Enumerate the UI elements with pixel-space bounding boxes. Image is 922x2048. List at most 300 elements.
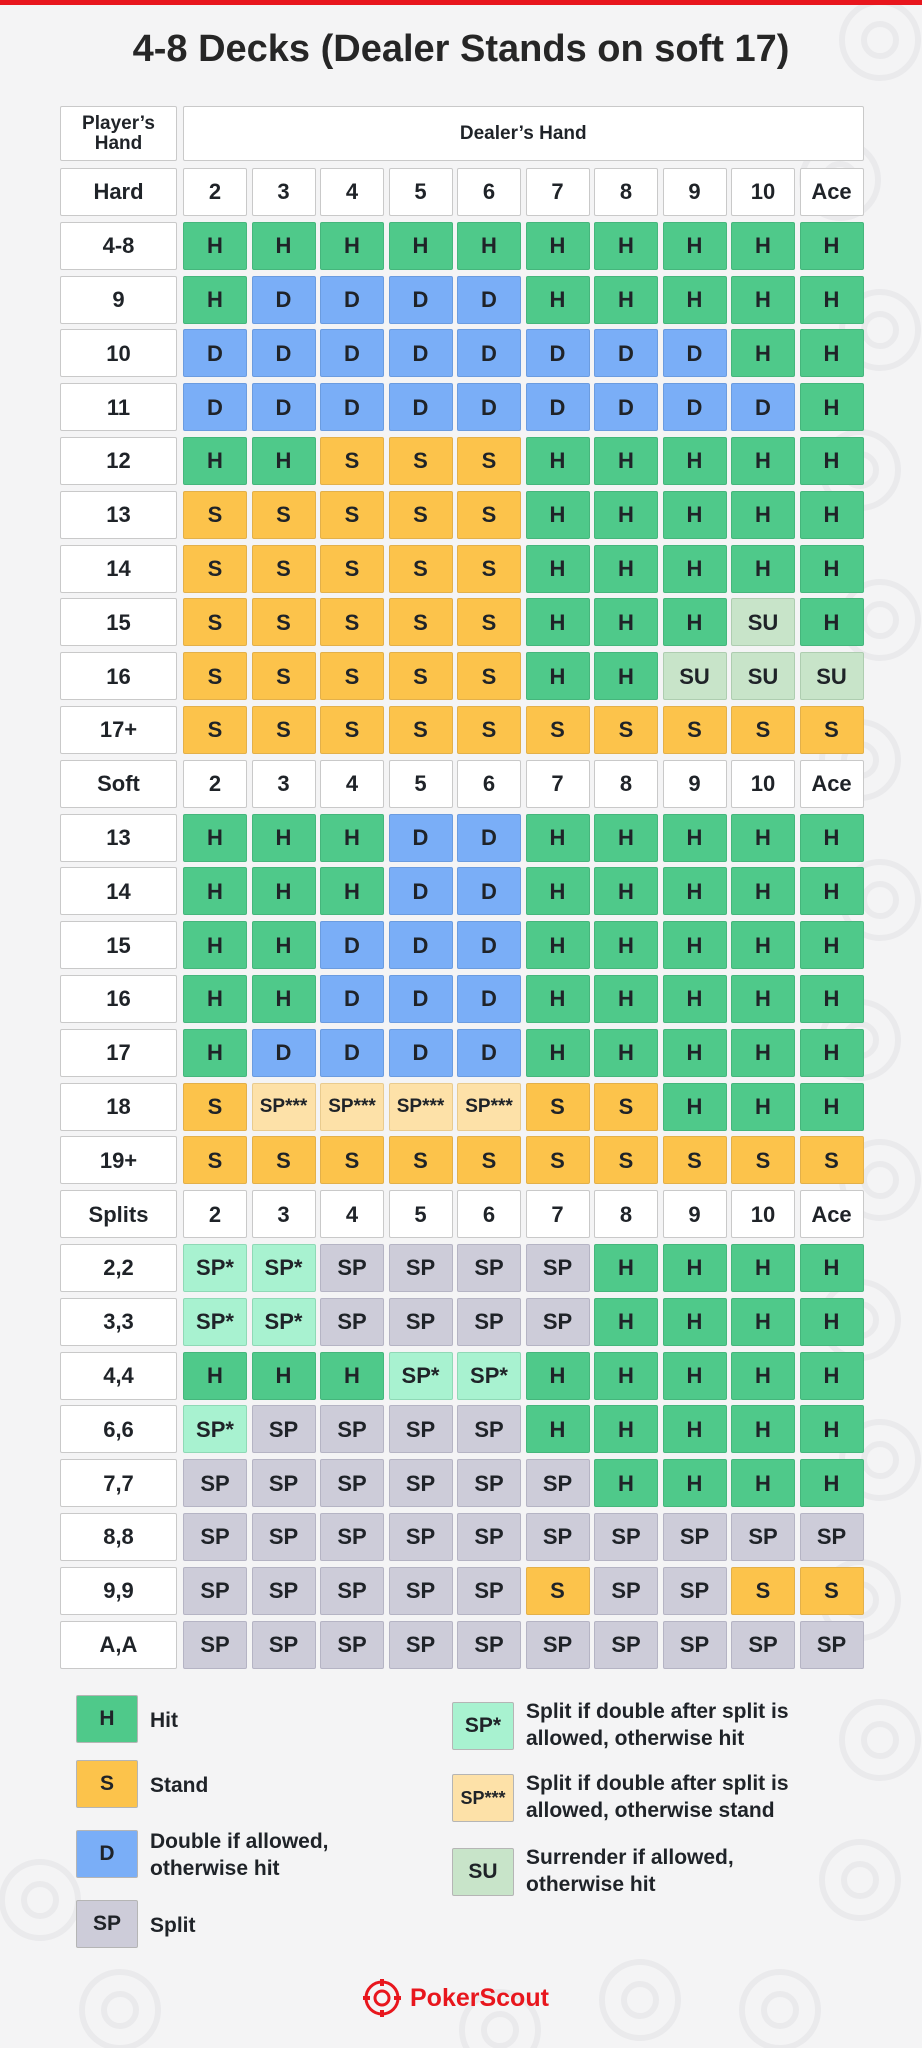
action-cell-s: S	[663, 1136, 727, 1184]
action-cell-h: H	[800, 1083, 864, 1131]
action-cell-h: H	[663, 1459, 727, 1507]
action-cell-d: D	[594, 329, 658, 377]
dealer-card-header-8: 8	[594, 168, 658, 216]
action-cell-sp: SP	[594, 1621, 658, 1669]
action-cell-s: S	[594, 1083, 658, 1131]
action-cell-h: H	[800, 491, 864, 539]
player-hand-label: 4,4	[60, 1352, 177, 1400]
action-cell-h: H	[252, 437, 316, 485]
player-hand-label: 2,2	[60, 1244, 177, 1292]
legend-text-h: Hit	[150, 1709, 178, 1732]
action-cell-sp: SP	[663, 1621, 727, 1669]
action-cell-s: S	[526, 706, 590, 754]
action-cell-sps: SP*	[183, 1244, 247, 1292]
action-cell-h: H	[252, 814, 316, 862]
action-cell-d: D	[457, 867, 521, 915]
action-cell-d: D	[252, 383, 316, 431]
action-cell-s: S	[731, 706, 795, 754]
action-cell-sp: SP	[457, 1405, 521, 1453]
action-cell-sp: SP	[526, 1459, 590, 1507]
action-cell-d: D	[526, 383, 590, 431]
action-cell-su: SU	[800, 652, 864, 700]
action-cell-h: H	[183, 222, 247, 270]
action-cell-d: D	[320, 921, 384, 969]
pokerscout-logo-icon	[362, 1978, 402, 2018]
action-cell-h: H	[663, 814, 727, 862]
action-cell-sp: SP	[389, 1459, 453, 1507]
action-cell-sp: SP	[594, 1567, 658, 1615]
action-cell-spsss: SP***	[457, 1083, 521, 1131]
dealer-card-header-7: 7	[526, 760, 590, 808]
action-cell-s: S	[731, 1567, 795, 1615]
action-cell-sp: SP	[320, 1298, 384, 1346]
action-cell-s: S	[320, 706, 384, 754]
action-cell-h: H	[594, 921, 658, 969]
player-hand-label: 15	[60, 598, 177, 646]
action-cell-s: S	[183, 545, 247, 593]
action-cell-h: H	[800, 1244, 864, 1292]
legend-text-su: Surrender if allowed, otherwise hit	[526, 1846, 734, 1896]
action-cell-h: H	[731, 491, 795, 539]
action-cell-h: H	[526, 491, 590, 539]
action-cell-sp: SP	[320, 1244, 384, 1292]
player-hand-label: 4-8	[60, 222, 177, 270]
dealer-card-header-6: 6	[457, 1190, 521, 1238]
action-cell-d: D	[389, 329, 453, 377]
action-cell-spsss: SP***	[389, 1083, 453, 1131]
legend-swatch-sp: SP	[76, 1900, 138, 1948]
action-cell-h: H	[320, 222, 384, 270]
action-cell-h: H	[594, 814, 658, 862]
action-cell-s: S	[594, 1136, 658, 1184]
action-cell-h: H	[663, 1352, 727, 1400]
action-cell-sps: SP*	[252, 1244, 316, 1292]
action-cell-s: S	[252, 652, 316, 700]
action-cell-s: S	[389, 437, 453, 485]
action-cell-sp: SP	[800, 1621, 864, 1669]
action-cell-h: H	[663, 1244, 727, 1292]
action-cell-d: D	[183, 329, 247, 377]
dealer-card-header-8: 8	[594, 1190, 658, 1238]
dealer-card-header-5: 5	[389, 168, 453, 216]
action-cell-sps: SP*	[389, 1352, 453, 1400]
action-cell-h: H	[594, 1352, 658, 1400]
action-cell-d: D	[320, 975, 384, 1023]
action-cell-h: H	[526, 814, 590, 862]
action-cell-h: H	[663, 598, 727, 646]
player-hand-header: Player’s Hand	[60, 106, 177, 161]
action-cell-h: H	[663, 1298, 727, 1346]
action-cell-s: S	[183, 491, 247, 539]
action-cell-h: H	[594, 1029, 658, 1077]
player-hand-label: 9	[60, 276, 177, 324]
action-cell-sp: SP	[457, 1567, 521, 1615]
action-cell-sp: SP	[252, 1405, 316, 1453]
action-cell-sps: SP*	[183, 1405, 247, 1453]
action-cell-h: H	[800, 867, 864, 915]
action-cell-sp: SP	[320, 1513, 384, 1561]
action-cell-d: D	[389, 921, 453, 969]
action-cell-d: D	[457, 276, 521, 324]
action-cell-h: H	[183, 921, 247, 969]
player-hand-label: 11	[60, 383, 177, 431]
action-cell-sp: SP	[389, 1621, 453, 1669]
action-cell-h: H	[526, 921, 590, 969]
action-cell-h: H	[594, 222, 658, 270]
player-hand-label: 13	[60, 491, 177, 539]
action-cell-s: S	[526, 1136, 590, 1184]
player-hand-label: 16	[60, 975, 177, 1023]
player-hand-label: 14	[60, 867, 177, 915]
action-cell-h: H	[731, 437, 795, 485]
action-cell-h: H	[183, 1029, 247, 1077]
action-cell-sp: SP	[800, 1513, 864, 1561]
action-cell-h: H	[594, 652, 658, 700]
brand-name: PokerScout	[410, 1983, 549, 2012]
action-cell-sps: SP*	[457, 1352, 521, 1400]
action-cell-sp: SP	[320, 1459, 384, 1507]
dealer-card-header-ace: Ace	[800, 1190, 864, 1238]
action-cell-h: H	[663, 975, 727, 1023]
action-cell-s: S	[526, 1083, 590, 1131]
dealer-card-header-10: 10	[731, 760, 795, 808]
action-cell-h: H	[663, 1405, 727, 1453]
action-cell-s: S	[594, 706, 658, 754]
action-cell-h: H	[183, 867, 247, 915]
dealer-card-header-ace: Ace	[800, 168, 864, 216]
dealer-card-header-3: 3	[252, 1190, 316, 1238]
action-cell-sp: SP	[252, 1567, 316, 1615]
action-cell-h: H	[800, 1298, 864, 1346]
action-cell-h: H	[594, 437, 658, 485]
player-hand-label: 18	[60, 1083, 177, 1131]
action-cell-h: H	[731, 921, 795, 969]
action-cell-s: S	[457, 598, 521, 646]
action-cell-s: S	[183, 706, 247, 754]
legend-text-spsss: Split if double after split is allowed, otherwise stand	[526, 1772, 789, 1822]
action-cell-sp: SP	[457, 1244, 521, 1292]
action-cell-sp: SP	[183, 1513, 247, 1561]
action-cell-sp: SP	[731, 1513, 795, 1561]
player-hand-label: 17	[60, 1029, 177, 1077]
action-cell-s: S	[800, 706, 864, 754]
action-cell-sp: SP	[526, 1298, 590, 1346]
action-cell-h: H	[663, 1083, 727, 1131]
action-cell-s: S	[252, 545, 316, 593]
action-cell-sp: SP	[457, 1459, 521, 1507]
action-cell-h: H	[731, 222, 795, 270]
action-cell-h: H	[526, 598, 590, 646]
action-cell-spsss: SP***	[252, 1083, 316, 1131]
top-accent-bar	[0, 0, 922, 5]
action-cell-d: D	[594, 383, 658, 431]
action-cell-d: D	[389, 867, 453, 915]
legend-swatch-spsss: SP***	[452, 1774, 514, 1822]
action-cell-sp: SP	[252, 1459, 316, 1507]
player-hand-label: 12	[60, 437, 177, 485]
action-cell-sps: SP*	[252, 1298, 316, 1346]
action-cell-su: SU	[663, 652, 727, 700]
action-cell-h: H	[526, 276, 590, 324]
dealer-card-header-8: 8	[594, 760, 658, 808]
dealer-card-header-9: 9	[663, 168, 727, 216]
player-hand-label: 13	[60, 814, 177, 862]
legend-swatch-h: H	[76, 1695, 138, 1743]
legend-swatch-sps: SP*	[452, 1702, 514, 1750]
legend-swatch-d: D	[76, 1830, 138, 1878]
action-cell-sp: SP	[457, 1513, 521, 1561]
dealer-card-header-9: 9	[663, 1190, 727, 1238]
action-cell-h: H	[594, 491, 658, 539]
action-cell-s: S	[526, 1567, 590, 1615]
action-cell-h: H	[731, 1405, 795, 1453]
action-cell-h: H	[731, 1083, 795, 1131]
action-cell-h: H	[252, 222, 316, 270]
dealer-card-header-ace: Ace	[800, 760, 864, 808]
action-cell-h: H	[183, 276, 247, 324]
action-cell-h: H	[731, 975, 795, 1023]
dealer-card-header-2: 2	[183, 760, 247, 808]
action-cell-h: H	[800, 1352, 864, 1400]
section-label-soft: Soft	[60, 760, 177, 808]
action-cell-spsss: SP***	[320, 1083, 384, 1131]
action-cell-h: H	[731, 1459, 795, 1507]
action-cell-h: H	[526, 1029, 590, 1077]
action-cell-s: S	[457, 706, 521, 754]
action-cell-d: D	[389, 276, 453, 324]
action-cell-d: D	[389, 975, 453, 1023]
legend-swatch-su: SU	[452, 1848, 514, 1896]
action-cell-h: H	[800, 545, 864, 593]
action-cell-sp: SP	[389, 1513, 453, 1561]
action-cell-h: H	[731, 1298, 795, 1346]
action-cell-h: H	[663, 921, 727, 969]
action-cell-sp: SP	[389, 1244, 453, 1292]
action-cell-h: H	[252, 1352, 316, 1400]
action-cell-s: S	[731, 1136, 795, 1184]
action-cell-h: H	[183, 975, 247, 1023]
action-cell-h: H	[800, 598, 864, 646]
action-cell-s: S	[457, 545, 521, 593]
dealer-card-header-5: 5	[389, 1190, 453, 1238]
dealer-card-header-4: 4	[320, 1190, 384, 1238]
action-cell-h: H	[320, 1352, 384, 1400]
action-cell-d: D	[457, 975, 521, 1023]
player-hand-label: 6,6	[60, 1405, 177, 1453]
action-cell-s: S	[183, 598, 247, 646]
action-cell-h: H	[663, 222, 727, 270]
action-cell-d: D	[663, 329, 727, 377]
action-cell-h: H	[594, 1244, 658, 1292]
dealer-card-header-5: 5	[389, 760, 453, 808]
action-cell-s: S	[252, 598, 316, 646]
action-cell-h: H	[594, 1298, 658, 1346]
action-cell-d: D	[663, 383, 727, 431]
action-cell-s: S	[389, 598, 453, 646]
action-cell-h: H	[663, 867, 727, 915]
action-cell-su: SU	[731, 652, 795, 700]
action-cell-h: H	[800, 383, 864, 431]
player-hand-label: 17+	[60, 706, 177, 754]
action-cell-s: S	[252, 491, 316, 539]
action-cell-d: D	[389, 814, 453, 862]
dealer-card-header-7: 7	[526, 168, 590, 216]
action-cell-d: D	[457, 329, 521, 377]
action-cell-d: D	[252, 276, 316, 324]
action-cell-d: D	[252, 329, 316, 377]
action-cell-h: H	[526, 1405, 590, 1453]
player-hand-label: 9,9	[60, 1567, 177, 1615]
action-cell-d: D	[320, 276, 384, 324]
action-cell-s: S	[320, 598, 384, 646]
action-cell-h: H	[731, 329, 795, 377]
action-cell-h: H	[663, 491, 727, 539]
player-hand-label: 7,7	[60, 1459, 177, 1507]
action-cell-h: H	[183, 1352, 247, 1400]
player-hand-label: 16	[60, 652, 177, 700]
player-hand-label: 3,3	[60, 1298, 177, 1346]
action-cell-h: H	[320, 814, 384, 862]
action-cell-sp: SP	[183, 1621, 247, 1669]
brand-footer	[362, 1978, 549, 2018]
action-cell-h: H	[526, 545, 590, 593]
action-cell-h: H	[731, 814, 795, 862]
action-cell-h: H	[183, 814, 247, 862]
action-cell-h: H	[594, 1405, 658, 1453]
action-cell-h: H	[594, 867, 658, 915]
legend-text-d: Double if allowed, otherwise hit	[150, 1830, 329, 1880]
action-cell-s: S	[663, 706, 727, 754]
action-cell-h: H	[526, 1352, 590, 1400]
dealer-card-header-9: 9	[663, 760, 727, 808]
legend-text-s: Stand	[150, 1774, 209, 1797]
action-cell-s: S	[320, 652, 384, 700]
legend-text-sps: Split if double after split is allowed, otherwise hit	[526, 1700, 789, 1750]
action-cell-sp: SP	[594, 1513, 658, 1561]
action-cell-sp: SP	[457, 1298, 521, 1346]
action-cell-s: S	[457, 437, 521, 485]
action-cell-s: S	[252, 1136, 316, 1184]
page-title: 4-8 Decks (Dealer Stands on soft 17)	[132, 28, 790, 70]
action-cell-h: H	[594, 276, 658, 324]
action-cell-s: S	[183, 1136, 247, 1184]
action-cell-s: S	[389, 706, 453, 754]
action-cell-h: H	[389, 222, 453, 270]
action-cell-sp: SP	[389, 1405, 453, 1453]
action-cell-s: S	[800, 1567, 864, 1615]
action-cell-d: D	[320, 329, 384, 377]
dealer-hand-header: Dealer’s Hand	[183, 106, 864, 161]
action-cell-s: S	[183, 652, 247, 700]
action-cell-h: H	[320, 867, 384, 915]
action-cell-h: H	[663, 276, 727, 324]
action-cell-sp: SP	[663, 1513, 727, 1561]
action-cell-sp: SP	[252, 1513, 316, 1561]
action-cell-h: H	[800, 1459, 864, 1507]
action-cell-sp: SP	[526, 1513, 590, 1561]
action-cell-s: S	[320, 437, 384, 485]
action-cell-s: S	[389, 491, 453, 539]
action-cell-s: S	[320, 1136, 384, 1184]
action-cell-h: H	[457, 222, 521, 270]
action-cell-h: H	[800, 1029, 864, 1077]
dealer-card-header-6: 6	[457, 760, 521, 808]
action-cell-h: H	[663, 545, 727, 593]
action-cell-d: D	[320, 1029, 384, 1077]
action-cell-s: S	[320, 491, 384, 539]
player-hand-label: 8,8	[60, 1513, 177, 1561]
legend-text-sp: Split	[150, 1914, 196, 1937]
action-cell-s: S	[800, 1136, 864, 1184]
dealer-card-header-2: 2	[183, 168, 247, 216]
action-cell-h: H	[526, 867, 590, 915]
action-cell-h: H	[526, 222, 590, 270]
action-cell-h: H	[594, 598, 658, 646]
action-cell-s: S	[457, 1136, 521, 1184]
action-cell-sp: SP	[252, 1621, 316, 1669]
action-cell-sp: SP	[389, 1567, 453, 1615]
action-cell-h: H	[594, 545, 658, 593]
action-cell-h: H	[731, 276, 795, 324]
action-cell-s: S	[320, 545, 384, 593]
action-cell-h: H	[800, 437, 864, 485]
dealer-card-header-2: 2	[183, 1190, 247, 1238]
dealer-card-header-4: 4	[320, 168, 384, 216]
action-cell-d: D	[389, 1029, 453, 1077]
player-hand-label: 14	[60, 545, 177, 593]
action-cell-s: S	[389, 652, 453, 700]
action-cell-sp: SP	[526, 1244, 590, 1292]
action-cell-s: S	[389, 1136, 453, 1184]
action-cell-d: D	[457, 1029, 521, 1077]
action-cell-s: S	[389, 545, 453, 593]
action-cell-sp: SP	[183, 1567, 247, 1615]
action-cell-d: D	[526, 329, 590, 377]
action-cell-sps: SP*	[183, 1298, 247, 1346]
player-hand-label: 19+	[60, 1136, 177, 1184]
dealer-card-header-7: 7	[526, 1190, 590, 1238]
action-cell-h: H	[183, 437, 247, 485]
action-cell-h: H	[252, 921, 316, 969]
action-cell-h: H	[800, 222, 864, 270]
player-hand-label: 15	[60, 921, 177, 969]
dealer-card-header-10: 10	[731, 1190, 795, 1238]
action-cell-d: D	[457, 921, 521, 969]
dealer-card-header-3: 3	[252, 760, 316, 808]
action-cell-sp: SP	[731, 1621, 795, 1669]
action-cell-h: H	[252, 867, 316, 915]
action-cell-h: H	[800, 276, 864, 324]
action-cell-d: D	[457, 383, 521, 431]
action-cell-h: H	[800, 921, 864, 969]
action-cell-h: H	[594, 975, 658, 1023]
action-cell-d: D	[731, 383, 795, 431]
action-cell-s: S	[457, 491, 521, 539]
action-cell-h: H	[800, 975, 864, 1023]
action-cell-h: H	[800, 329, 864, 377]
action-cell-h: H	[800, 814, 864, 862]
section-label-splits: Splits	[60, 1190, 177, 1238]
action-cell-h: H	[731, 1029, 795, 1077]
player-hand-label: 10	[60, 329, 177, 377]
action-cell-h: H	[252, 975, 316, 1023]
player-hand-label: A,A	[60, 1621, 177, 1669]
dealer-card-header-4: 4	[320, 760, 384, 808]
action-cell-s: S	[183, 1083, 247, 1131]
action-cell-sp: SP	[183, 1459, 247, 1507]
action-cell-h: H	[594, 1459, 658, 1507]
action-cell-h: H	[731, 867, 795, 915]
